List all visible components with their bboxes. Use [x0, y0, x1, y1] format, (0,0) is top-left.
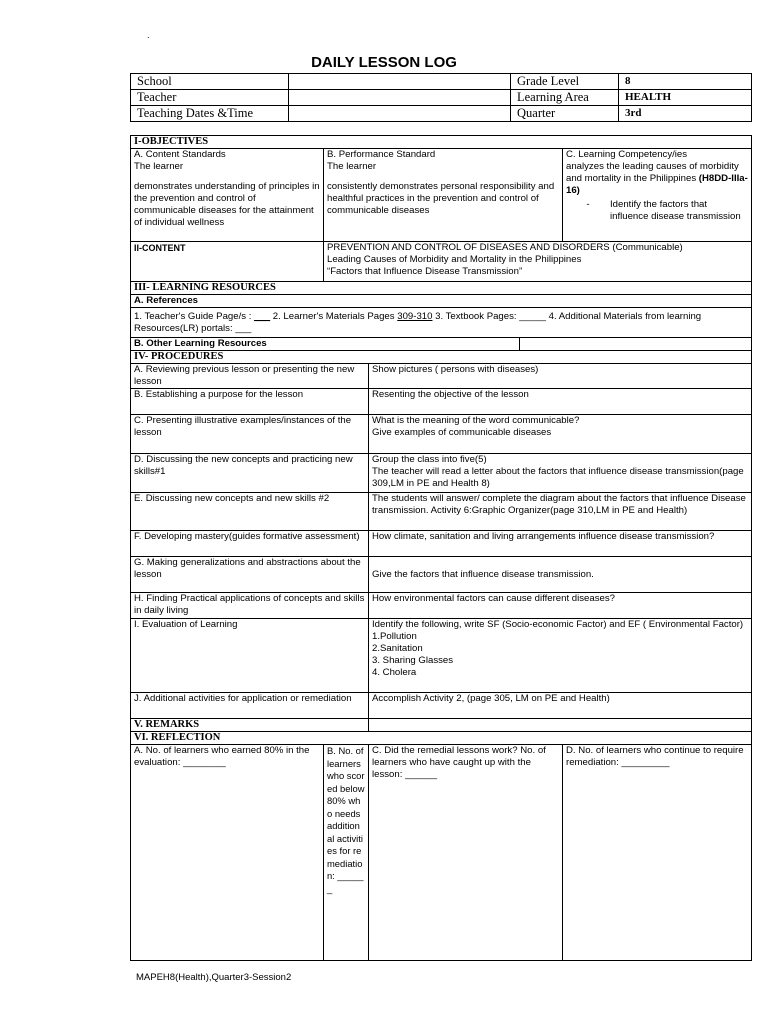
procedure-label: F. Developing mastery(guides formative assessment) — [131, 531, 369, 557]
content-line-1: PREVENTION AND CONTROL OF DISEASES AND DISORDERS (Communicable) — [327, 242, 683, 253]
competency-code: (H8DD-IIIa-16) — [566, 173, 748, 196]
content-standards-title: A. Content Standards — [134, 149, 226, 160]
procedure-label: G. Making generalizations and abstractions about the lesson — [131, 557, 369, 593]
lesson-table — [130, 135, 752, 961]
reflection-a: A. No. of learners who earned 80% in the evaluation: ________ — [131, 745, 324, 961]
procedure-row — [131, 531, 752, 557]
content-standards-line: The learner — [134, 161, 184, 172]
remarks-value — [369, 719, 752, 732]
procedure-label: A. Reviewing previous lesson or presenting the new lesson — [131, 364, 369, 389]
content-cell — [324, 242, 752, 282]
ref-learner-materials: 2. Learner's Materials Pages — [272, 310, 395, 322]
procedure-content: Resenting the objective of the lesson — [369, 389, 752, 415]
other-resources-row — [131, 338, 752, 351]
ref-teacher-guide: 1. Teacher's Guide Page/s : — [134, 310, 252, 322]
procedure-label: H. Finding Practical applications of concepts and skills in daily living — [131, 593, 369, 619]
objectives-heading-row — [131, 136, 752, 149]
content-row — [131, 242, 752, 282]
grade-value: 8 — [619, 74, 752, 90]
competency-cell — [563, 149, 752, 242]
procedure-label: I. Evaluation of Learning — [131, 619, 369, 693]
procedure-label: D. Discussing the new concepts and practicing new skills#1 — [131, 454, 369, 493]
procedure-row — [131, 493, 752, 531]
procedure-content: Show pictures ( persons with diseases) — [369, 364, 752, 389]
resources-heading-row — [131, 282, 752, 295]
procedure-content: How environmental factors can cause different diseases? — [369, 593, 752, 619]
reflection-heading-row — [131, 732, 752, 745]
reflection-b: B. No. of learners who scored below 80% who needs additional activities for remediation: ______ — [324, 745, 369, 961]
performance-standard-cell — [324, 149, 563, 242]
header-row-teacher — [131, 90, 752, 106]
competency-body — [566, 161, 748, 197]
other-resources-heading: B. Other Learning Resources — [131, 338, 520, 351]
reflection-d: D. No. of learners who continue to require remediation: _________ — [563, 745, 752, 961]
procedure-content: Group the class into five(5) The teacher will read a letter about the factors that influence disease transmission(page 309,LM in PE and Health 8) — [369, 454, 752, 493]
procedure-content: Accomplish Activity 2, (page 305, LM on PE and Health) — [369, 693, 752, 719]
references-row — [131, 308, 752, 338]
references-heading-row — [131, 295, 752, 308]
procedure-content: The students will answer/ complete the diagram about the factors that influence Disease transmission. Activity 6:Graphic Organizer(page 310,LM in PE and Health) — [369, 493, 752, 531]
content-standards-cell — [131, 149, 324, 242]
reflection-c: C. Did the remedial lessons work? No. of learners who have caught up with the lesson: ______ — [369, 745, 563, 961]
ref-teacher-guide-blank: ___ — [254, 310, 271, 322]
performance-standard-body: consistently demonstrates personal responsibility and healthful practices in the prevention and control of communicable diseases — [327, 181, 555, 216]
teacher-label: Teacher — [131, 90, 289, 106]
procedure-label: E. Discussing new concepts and new skills #2 — [131, 493, 369, 531]
area-label: Learning Area — [511, 90, 619, 106]
competency-title: C. Learning Competency/ies — [566, 149, 688, 160]
ref-learner-materials-pages: 309-310 — [397, 310, 433, 322]
bullet-dash: - — [586, 199, 590, 210]
procedure-row — [131, 415, 752, 454]
procedures-heading-row — [131, 351, 752, 364]
ref-textbook: 3. Textbook Pages: — [435, 310, 517, 322]
quarter-value: 3rd — [619, 106, 752, 122]
procedure-content: Give the factors that influence disease transmission. — [369, 557, 752, 593]
performance-standard-title: B. Performance Standard — [327, 149, 436, 160]
dates-label: Teaching Dates &Time — [131, 106, 289, 122]
resources-heading: III- LEARNING RESOURCES — [131, 282, 752, 295]
ref-lr-portals-blank: ___ — [235, 322, 252, 334]
competency-text: analyzes the leading causes of morbidity and mortality in the Philippines — [566, 161, 739, 184]
header-table — [130, 73, 752, 122]
header-row-dates — [131, 106, 752, 122]
page-title: DAILY LESSON LOG — [311, 54, 457, 71]
content-line-3: “Factors that Influence Disease Transmission” — [327, 266, 523, 277]
procedure-content: How climate, sanitation and living arrangements influence disease transmission? — [369, 531, 752, 557]
quarter-label: Quarter — [511, 106, 619, 122]
remarks-row — [131, 719, 752, 732]
procedure-label: B. Establishing a purpose for the lesson — [131, 389, 369, 415]
procedure-row — [131, 557, 752, 593]
procedure-row — [131, 619, 752, 693]
ref-lr-portals: 4. Additional Materials from learning Resources(LR) portals: — [134, 310, 702, 334]
remarks-heading: V. REMARKS — [131, 719, 369, 732]
reflection-row — [131, 745, 752, 961]
procedures-heading: IV- PROCEDURES — [131, 351, 752, 364]
references-heading: A. References — [131, 295, 752, 308]
procedure-content: Identify the following, write SF (Socio-economic Factor) and EF ( Environmental Factor) 1.Pollution 2.Sanitation 3. Sharing Glasses 4. Cholera — [369, 619, 752, 693]
procedure-row — [131, 693, 752, 719]
other-resources-value — [520, 338, 752, 351]
page-footer: MAPEH8(Health),Quarter3-Session2 — [136, 972, 292, 983]
reflection-heading: VI. REFLECTION — [131, 732, 752, 745]
procedure-row — [131, 454, 752, 493]
school-label: School — [131, 74, 289, 90]
performance-standard-line: The learner — [327, 161, 377, 172]
procedure-row — [131, 593, 752, 619]
dates-value — [289, 106, 511, 122]
procedure-label: J. Additional activities for application or remediation — [131, 693, 369, 719]
procedure-row — [131, 364, 752, 389]
area-value: HEALTH — [619, 90, 752, 106]
teacher-value — [289, 90, 511, 106]
objectives-heading: I-OBJECTIVES — [131, 136, 752, 149]
school-value — [289, 74, 511, 90]
ref-textbook-blank: _____ — [519, 310, 546, 322]
stray-mark: . — [147, 30, 150, 40]
competency-bullet — [566, 199, 748, 223]
procedure-row — [131, 389, 752, 415]
references-line — [131, 308, 752, 338]
content-heading: II-CONTENT — [131, 242, 324, 282]
procedure-content: What is the meaning of the word communicable? Give examples of communicable diseases — [369, 415, 752, 454]
competency-bullet-text: Identify the factors that influence disease transmission — [610, 199, 741, 222]
procedure-label: C. Presenting illustrative examples/instances of the lesson — [131, 415, 369, 454]
content-line-2: Leading Causes of Morbidity and Mortality in the Philippines — [327, 254, 582, 265]
content-standards-body: demonstrates understanding of principles in the prevention and control of communicable diseases for the attainment of individual wellness — [134, 181, 320, 228]
grade-label: Grade Level — [511, 74, 619, 90]
header-row-school — [131, 74, 752, 90]
objectives-row — [131, 149, 752, 242]
